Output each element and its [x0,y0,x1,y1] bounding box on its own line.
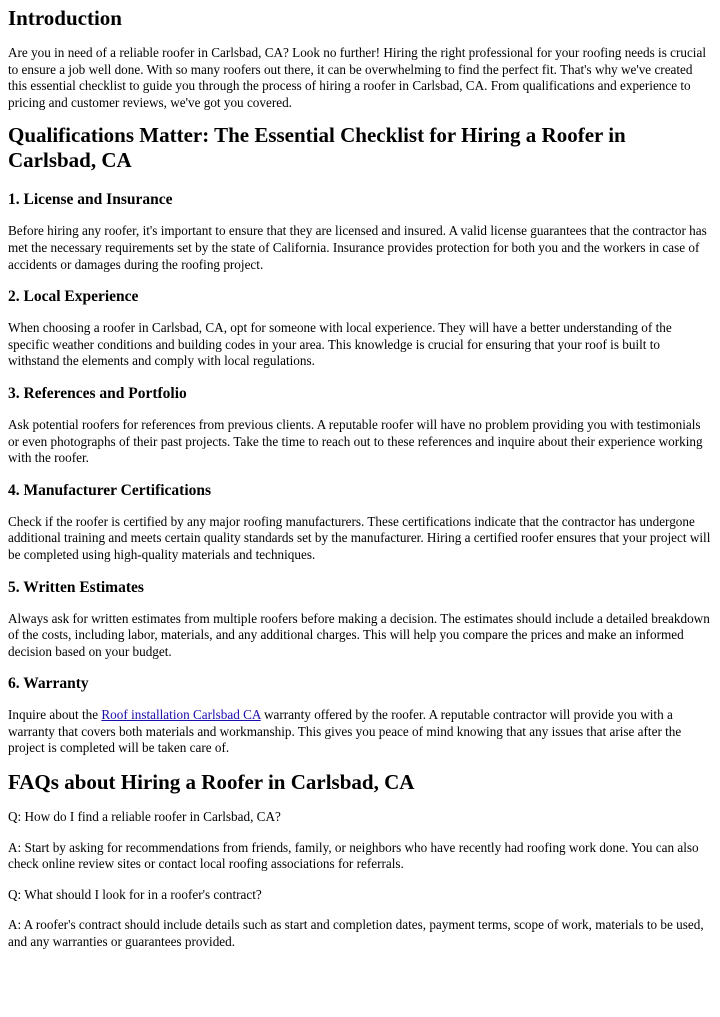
checklist-item-body: Before hiring any roofer, it's important to ensure that they are licensed and insured. A valid license guarantees that the contractor has met the necessary requirements set by the state of California. Insurance provides protection for both you and the workers in case of accidents or damages during the roofing project. [8,223,707,272]
checklist-item-estimates [8,578,714,661]
checklist-item-title: 1. License and Insurance [8,191,173,209]
intro-heading: Introduction [8,6,122,30]
checklist-item-body: Check if the roofer is certified by any major roofing manufacturers. These certifications indicate that the contractor has undergone additional training and meets certain quality standards set by the manufacturer. Hiring a certified roofer ensures that your project will be completed using high-quality materials and techniques. [8,513,711,562]
warranty-text-after: warranty offered by the roofer. A reputable contractor will provide you with a warranty that covers both materials and workmanship. This gives you peace of mind knowing that any issues that arise after the project is completed will be taken care of. [8,707,682,756]
faq-question: Q: What should I look for in a roofer's contract? [8,886,262,902]
checklist-item-license [8,190,714,273]
checklist-item-local-experience [8,287,714,370]
faq-question: Q: How do I find a reliable roofer in Carlsbad, CA? [8,809,281,825]
intro-paragraph: Are you in need of a reliable roofer in Carlsbad, CA? Look no further! Hiring the right professional for your roofing needs is crucial to ensure a job well done. With so many roofers out there, it can be overwhelming to find the perfect fit. That's why we've created this essential checklist to guide you through the process of hiring a roofer in Carlsbad, CA. From qualifications and experience to pricing and customer reviews, we've got you covered. [8,45,706,110]
checklist-item-body: Always ask for written estimates from multiple roofers before making a decision. The estimates should include a detailed breakdown of the costs, including labor, materials, and any additional charges. This will help you compare the prices and make an informed decision based on your budget. [8,610,710,659]
checklist-item-references [8,384,714,467]
checklist-heading: Qualifications Matter: The Essential Checklist for Hiring a Roofer in Carlsbad, CA [8,123,626,173]
checklist-item-title: 2. Local Experience [8,288,139,306]
checklist-item-body: Ask potential roofers for references from previous clients. A reputable roofer will have no problem providing you with testimonials or even photographs of their past projects. Take the time to reach out to these references and inquire about their experience working with the roofer. [8,416,703,466]
faq-answer: A: Start by asking for recommendations from friends, family, or neighbors who have recently had roofing work done. You can also check online review sites or contact local roofing associations for referrals. [8,839,699,872]
warranty-text-before: Inquire about the [8,707,102,723]
roof-installation-link[interactable]: Roof installation Carlsbad CA [101,707,261,723]
checklist-item-title: 6. Warranty [8,675,89,693]
checklist-item-warranty [8,674,714,757]
checklist-item-title: 4. Manufacturer Certifications [8,481,212,499]
checklist-item-body [8,707,714,757]
checklist-item-body: When choosing a roofer in Carlsbad, CA, opt for someone with local experience. They will have a better understanding of the specific weather conditions and building codes in your area. This knowledge is crucial for ensuring that your roof is built to withstand the elements and comply with local regulations. [8,320,672,369]
article [8,0,714,951]
faq-answer: A: A roofer's contract should include details such as start and completion dates, payment terms, scope of work, materials to be used, and any warranties or guarantees provided. [8,917,704,950]
checklist-item-title: 3. References and Portfolio [8,384,187,402]
faq-heading: FAQs about Hiring a Roofer in Carlsbad, CA [8,770,415,795]
checklist-item-title: 5. Written Estimates [8,578,144,596]
checklist-item-certifications [8,481,714,564]
